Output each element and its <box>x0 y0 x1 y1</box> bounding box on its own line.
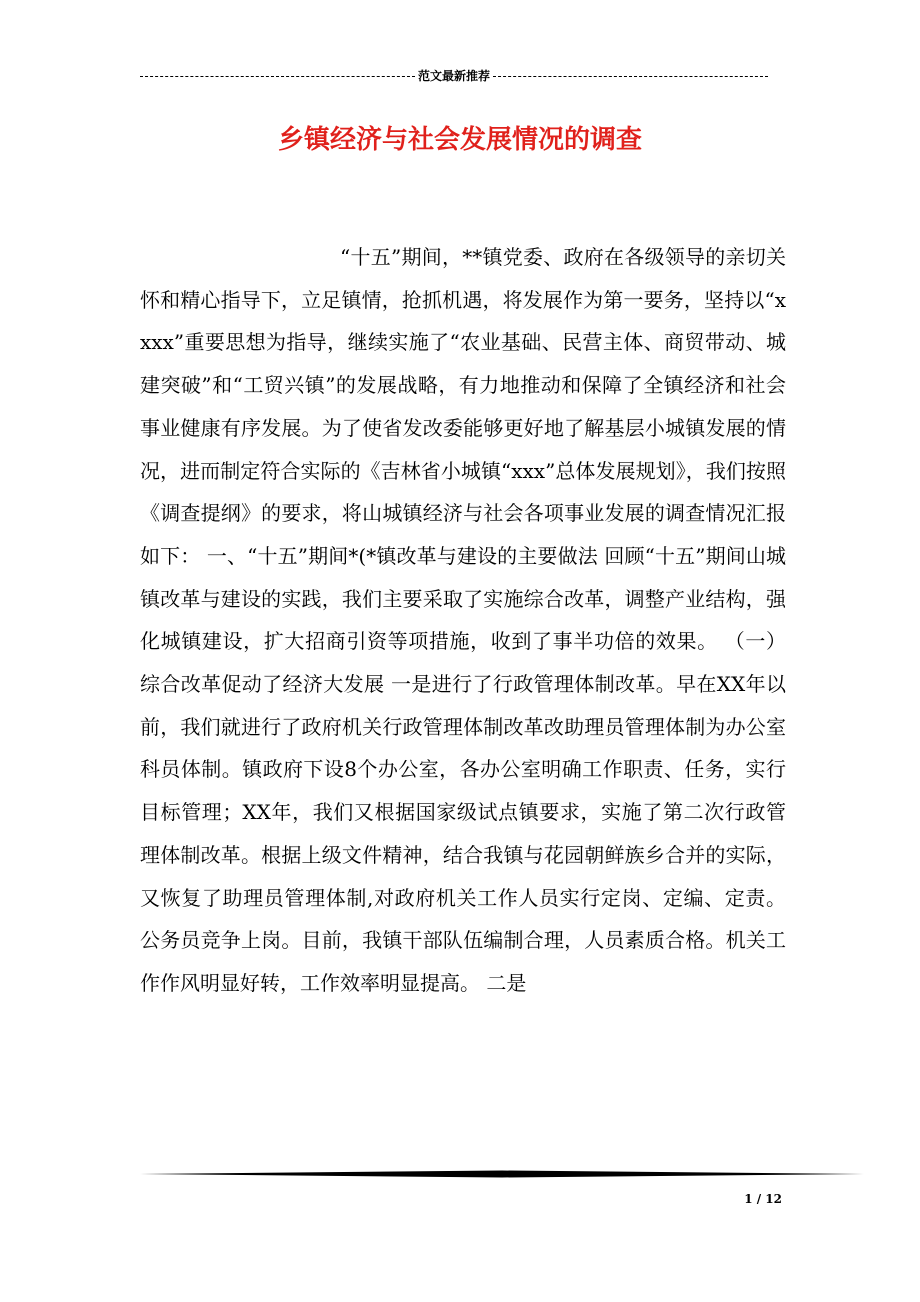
body-paragraph: “十五”期间，**镇党委、政府在各级领导的亲切关怀和精心指导下，立足镇情，抢抓机遇，将发展作为第一要务，坚持以“xxxx”重要思想为指导，继续实施了“农业基础、民营主体、商贸带动、城建突破”和“工贸兴镇”的发展战略，有力地推动和保障了全镇经济和社会事业健康有序发展。为了使省发改委能够更好地了解基层小城镇发展的情况，进而制定符合实际的《吉林省小城镇“xxx”总体发展规划》，我们按照《调查提纲》的要求，将山城镇经济与社会各项事业发展的调查情况汇报如下： 一、“十五”期间*(*镇改革与建设的主要做法 回顾“十五”期间山城镇改革与建设的实践，我们主要采取了实施综合改革，调整产业结构，强化城镇建设，扩大招商引资等项措施，收到了事半功倍的效果。 （一）综合改革促动了经济大发展 一是进行了行政管理体制改革。早在XX年以前，我们就进行了政府机关行政管理体制改革改助理员管理体制为办公室科员体制。镇政府下设8个办公室，各办公室明确工作职责、任务，实行目标管理；XX年，我们又根据国家级试点镇要求，实施了第二次行政管理体制改革。根据上级文件精神，结合我镇与花园朝鲜族乡合并的实际，又恢复了助理员管理体制,对政府机关工作人员实行定岗、定编、定责。公务员竞争上岗。目前，我镇干部队伍编制合理，人员素质合格。机关工作作风明显好转，工作效率明显提高。 二是 <box>140 245 786 995</box>
header-label: 范文最新推荐 <box>418 69 491 83</box>
page-header <box>140 66 768 86</box>
document-title: 乡镇经济与社会发展情况的调查 <box>277 125 642 155</box>
footer-rule <box>140 1170 864 1178</box>
header-dash-right <box>493 76 768 77</box>
page-number: 1 / 12 <box>744 1192 782 1206</box>
header-dash-left <box>140 76 415 77</box>
